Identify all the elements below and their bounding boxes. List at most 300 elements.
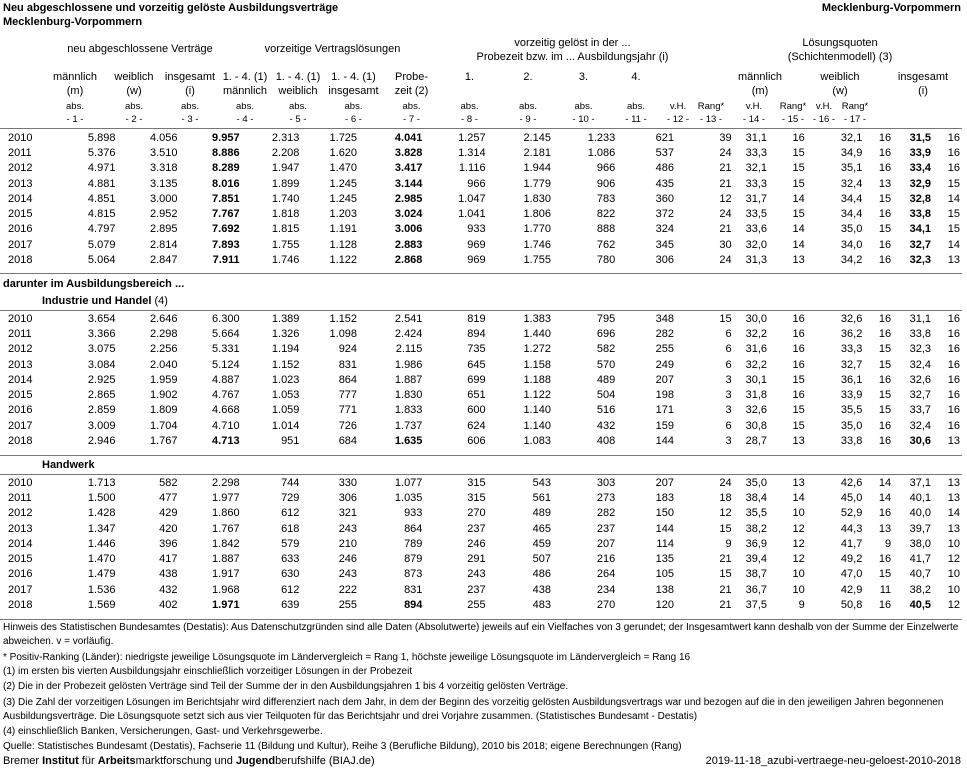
value-cell: 35,5 (840, 404, 863, 417)
value-cell: 1.818 (271, 208, 300, 221)
value-cell: 282 (655, 327, 674, 340)
value-cell: 144 (655, 435, 674, 448)
value-cell: 12 (792, 522, 805, 535)
value-cell: 1.086 (587, 146, 616, 159)
col-head-6-number: - 6 - (345, 114, 362, 125)
value-cell: 32,3 (909, 254, 932, 267)
group-label-industrie: Industrie und Handel (4) (42, 295, 168, 307)
value-cell: 2.985 (394, 192, 423, 205)
value-cell: 1.152 (271, 358, 300, 371)
value-cell: 924 (338, 343, 358, 356)
value-cell: 1.947 (271, 162, 300, 175)
value-cell: 624 (467, 419, 486, 432)
value-cell: 1.158 (523, 358, 551, 371)
value-cell: 6.300 (212, 312, 240, 325)
value-cell: 1.740 (271, 192, 300, 205)
col-head-6-line2: insgesamt (328, 85, 379, 97)
value-cell: 4.797 (87, 223, 116, 236)
value-cell: 2.859 (87, 404, 116, 417)
value-cell: 16 (878, 327, 892, 340)
year-cell: 2011 (8, 491, 32, 504)
value-cell: 36,9 (745, 537, 768, 550)
value-cell: 1.245 (329, 177, 358, 190)
value-cell: 1.902 (149, 389, 178, 402)
value-cell: 3.009 (87, 419, 116, 432)
value-cell: 4.881 (87, 177, 116, 190)
value-cell: 14 (947, 238, 960, 251)
value-cell: 432 (596, 419, 616, 432)
value-cell: 183 (655, 491, 674, 504)
value-cell: 138 (655, 583, 674, 596)
value-cell: 21 (719, 177, 732, 190)
value-cell: 894 (467, 327, 486, 340)
value-cell: 639 (281, 599, 300, 612)
col-head-7-unit: abs. (402, 101, 421, 112)
value-cell: 894 (404, 599, 423, 612)
value-cell: 13 (792, 476, 805, 489)
value-cell: 34,0 (840, 238, 863, 251)
year-cell: 2018 (8, 435, 33, 448)
value-cell: 16 (792, 131, 805, 144)
value-cell: 1.470 (329, 162, 358, 175)
value-cell: 1.140 (523, 419, 551, 432)
value-cell: 1.887 (394, 373, 423, 386)
value-cell: 21 (719, 599, 732, 612)
group-header-rates-b: (Schichtenmodell) (3) (787, 51, 893, 63)
year-cell: 2012 (8, 507, 33, 520)
value-cell: 3 (725, 404, 732, 417)
year-cell: 2014 (8, 373, 33, 386)
value-cell: 1.815 (271, 223, 300, 236)
table-row (0, 372, 962, 387)
value-cell: 645 (467, 358, 486, 371)
year-cell: 2014 (8, 537, 33, 550)
value-cell: 429 (159, 507, 178, 520)
value-cell: 50,8 (840, 599, 863, 612)
value-cell: 1.917 (212, 568, 240, 581)
value-cell: 270 (467, 507, 486, 520)
value-cell: 13 (947, 435, 960, 448)
value-cell: 969 (467, 238, 486, 251)
value-cell: 38,2 (909, 583, 932, 596)
value-cell: 13 (792, 435, 805, 448)
value-cell: 44,3 (840, 522, 863, 535)
value-cell: 49,2 (840, 553, 863, 566)
value-cell: 1.746 (523, 238, 551, 251)
value-cell: 14 (792, 491, 805, 504)
col-head-8-unit: abs. (460, 101, 479, 112)
value-cell: 969 (467, 254, 486, 267)
file-id: 2019-11-18_azubi-vertraege-neu-geloest-2010-2018 (705, 755, 961, 767)
value-cell: 15 (878, 343, 892, 356)
value-cell: 16 (792, 327, 805, 340)
year-cell: 2013 (8, 358, 33, 371)
value-cell: 30,8 (745, 419, 768, 432)
value-cell: 360 (655, 192, 674, 205)
value-cell: 16 (947, 419, 960, 432)
group-header-terminated-in-a: vorzeitig gelöst in der ... (514, 37, 631, 49)
value-cell: 831 (338, 358, 358, 371)
value-cell: 35,0 (840, 419, 863, 432)
value-cell: 1.122 (523, 389, 551, 402)
value-cell: 1.746 (271, 254, 300, 267)
col-head-4-line1: 1. - 4. (1) (222, 71, 268, 83)
value-cell: 696 (596, 327, 616, 340)
value-cell: 1.314 (458, 146, 486, 159)
industrie-end-divider (0, 455, 962, 456)
rates-total-symbol: (i) (918, 85, 928, 97)
table-row (0, 206, 962, 221)
value-cell: 2.895 (149, 223, 178, 236)
col-head-11-unit: abs. (627, 101, 645, 112)
col-head-5-line2: weiblich (278, 85, 318, 97)
value-cell: 348 (655, 312, 674, 325)
value-cell: 34,4 (840, 208, 863, 221)
value-cell: 16 (878, 254, 892, 267)
value-cell: 633 (281, 553, 300, 566)
value-cell: 2.208 (271, 146, 300, 159)
value-cell: 2.298 (149, 327, 178, 340)
value-cell: 33,9 (840, 389, 863, 402)
table-row (0, 342, 962, 357)
value-cell: 12 (719, 192, 732, 205)
value-cell: 35,5 (745, 507, 768, 520)
value-cell: 15 (792, 404, 805, 417)
total-divider (0, 273, 962, 274)
col-head-1-line2: (m) (66, 85, 84, 97)
value-cell: 14 (792, 223, 805, 236)
col-head-10-number: - 10 - (572, 114, 595, 125)
rates-total-label: insgesamt (897, 71, 949, 83)
col-head-15-unit: Rang* (779, 101, 807, 112)
value-cell: 15 (947, 223, 960, 236)
value-cell: 291 (467, 553, 486, 566)
value-cell: 1.152 (329, 312, 358, 325)
value-cell: 14 (792, 238, 805, 251)
value-cell: 1.098 (329, 327, 358, 340)
value-cell: 1.428 (87, 507, 116, 520)
value-cell: 35,0 (840, 223, 863, 236)
value-cell: 612 (281, 583, 300, 596)
value-cell: 2.040 (149, 358, 178, 371)
value-cell: 16 (947, 389, 960, 402)
value-cell: 729 (281, 491, 300, 504)
value-cell: 966 (596, 162, 616, 175)
value-cell: 15 (947, 177, 960, 190)
value-cell: 7.911 (212, 254, 240, 267)
table-row (0, 418, 962, 433)
col-head-1-line1: männlich (52, 71, 98, 83)
year-cell: 2017 (8, 238, 33, 251)
col-head-12-unit: v.H. (669, 101, 687, 112)
value-cell: 822 (596, 208, 616, 221)
col-head-8-number: - 8 - (461, 114, 478, 125)
value-cell: 31,1 (909, 312, 932, 325)
rates-male-symbol: (m) (751, 85, 769, 97)
value-cell: 16 (878, 507, 892, 520)
value-cell: 2.115 (395, 343, 423, 356)
value-cell: 255 (467, 599, 486, 612)
value-cell: 7.692 (212, 223, 240, 236)
value-cell: 16 (792, 389, 805, 402)
value-cell: 933 (404, 507, 423, 520)
value-cell: 14 (792, 192, 805, 205)
col-head-13-number: - 13 - (699, 114, 723, 125)
value-cell: 16 (792, 343, 805, 356)
value-cell: 1.620 (329, 146, 358, 159)
value-cell: 477 (159, 491, 178, 504)
value-cell: 417 (159, 553, 178, 566)
value-cell: 34,2 (840, 254, 863, 267)
col-head-17-number: - 17 - (843, 114, 867, 125)
value-cell: 15 (719, 568, 732, 581)
value-cell: 11 (879, 583, 892, 596)
value-cell: 16 (947, 146, 960, 159)
value-cell: 32,6 (745, 404, 768, 417)
value-cell: 435 (655, 177, 674, 190)
value-cell: 282 (596, 507, 616, 520)
value-cell: 1.140 (523, 404, 551, 417)
value-cell: 1.245 (329, 192, 358, 205)
value-cell: 40,1 (909, 491, 932, 504)
table-row (0, 475, 962, 490)
col-head-13-unit: Rang* (697, 101, 725, 112)
value-cell: 762 (596, 238, 616, 251)
value-cell: 33,3 (840, 343, 863, 356)
value-cell: 15 (878, 389, 892, 402)
year-cell: 2016 (8, 223, 33, 236)
value-cell: 1.053 (271, 389, 300, 402)
value-cell: 270 (596, 599, 616, 612)
table-row (0, 536, 962, 551)
value-cell: 243 (338, 568, 358, 581)
value-cell: 486 (532, 568, 551, 581)
col-head-2-unit: abs. (125, 101, 143, 112)
value-cell: 1.635 (394, 435, 423, 448)
value-cell: 31,7 (745, 192, 768, 205)
value-cell: 9 (885, 537, 892, 550)
group-header-terminated-in-b: Probezeit bzw. im ... Ausbildungsjahr (i) (476, 51, 669, 63)
col-head-10-line1: 3. (578, 71, 589, 83)
value-cell: 32,4 (840, 177, 863, 190)
value-cell: 1.737 (394, 419, 423, 432)
value-cell: 864 (338, 373, 358, 386)
value-cell: 1.440 (523, 327, 551, 340)
value-cell: 5.898 (87, 131, 116, 144)
value-cell: 1.122 (329, 254, 358, 267)
value-cell: 39 (719, 131, 732, 144)
value-cell: 3.144 (394, 177, 423, 190)
value-cell: 16 (947, 312, 960, 325)
value-cell: 222 (338, 583, 358, 596)
value-cell: 735 (467, 343, 486, 356)
value-cell: 15 (878, 358, 892, 371)
value-cell: 12 (792, 537, 805, 550)
col-head-15-number: - 15 - (781, 114, 805, 125)
value-cell: 16 (878, 373, 892, 386)
value-cell: 32,6 (840, 312, 863, 325)
value-cell: 24 (719, 254, 732, 267)
value-cell: 171 (655, 404, 674, 417)
value-cell: 3 (725, 373, 732, 386)
value-cell: 15 (792, 146, 805, 159)
year-cell: 2018 (8, 599, 33, 612)
value-cell: 10 (792, 583, 805, 596)
value-cell: 1.347 (87, 522, 116, 535)
year-cell: 2012 (8, 162, 33, 175)
value-cell: 36,2 (840, 327, 863, 340)
value-cell: 39,4 (745, 553, 768, 566)
col-head-10-unit: abs. (574, 101, 593, 112)
col-head-14-unit: v.H. (745, 101, 763, 112)
value-cell: 1.842 (212, 537, 240, 550)
value-cell: 3.654 (87, 312, 116, 325)
value-cell: 36,7 (745, 583, 768, 596)
value-cell: 31,3 (745, 254, 768, 267)
value-cell: 1.041 (458, 208, 486, 221)
value-cell: 3 (725, 389, 732, 402)
value-cell: 4.710 (212, 419, 240, 432)
value-cell: 255 (338, 599, 358, 612)
value-cell: 1.383 (523, 312, 551, 325)
value-cell: 5.376 (87, 146, 116, 159)
value-cell: 246 (338, 553, 358, 566)
col-head-5-number: - 5 - (289, 114, 307, 125)
value-cell: 24 (719, 476, 732, 489)
value-cell: 2.646 (149, 312, 178, 325)
value-cell: 1.047 (458, 192, 486, 205)
value-cell: 15 (947, 208, 960, 221)
value-cell: 41,7 (840, 537, 863, 550)
value-cell: 486 (655, 162, 674, 175)
value-cell: 16 (878, 208, 892, 221)
year-cell: 2015 (8, 208, 33, 221)
year-cell: 2018 (8, 254, 33, 267)
value-cell: 1.128 (329, 238, 358, 251)
value-cell: 35,0 (745, 476, 768, 489)
footnote-3: (3) Die Zahl der vorzeitigen Lösungen im Berichtsjahr wird differenziert nach dem Jahr, in dem der Beginn des vorzeitig gelösten Ausbildungsvertrags war und bezogen auf die in den jeweiligen Jahren begonnenen Ausbildungsverträge. Die Lösungsquote setzt sich aus vier Teilquoten für das Berichtsjahr und drei Vorjahre zusammen. (Statistisches Bundesamt - Destatis) (3, 697, 944, 722)
value-cell: 3.000 (149, 192, 178, 205)
value-cell: 1.770 (523, 223, 551, 236)
value-cell: 18 (719, 491, 732, 504)
value-cell: 264 (596, 568, 616, 581)
value-cell: 306 (655, 254, 674, 267)
value-cell: 4.668 (212, 404, 240, 417)
value-cell: 144 (655, 522, 674, 535)
value-cell: 1.830 (394, 389, 423, 402)
value-cell: 612 (281, 507, 300, 520)
col-head-3-line2: (i) (185, 85, 195, 97)
year-cell: 2010 (8, 312, 33, 325)
col-head-1-number: - 1 - (66, 114, 84, 125)
value-cell: 621 (655, 131, 674, 144)
rates-female-symbol: (w) (832, 85, 848, 97)
value-cell: 2.181 (523, 146, 551, 159)
value-cell: 1.233 (587, 131, 616, 144)
value-cell: 32,7 (909, 238, 932, 251)
table-row (0, 551, 962, 566)
value-cell: 1.977 (212, 491, 240, 504)
value-cell: 33,8 (909, 327, 932, 340)
value-cell: 21 (719, 553, 732, 566)
value-cell: 32,1 (745, 162, 768, 175)
value-cell: 249 (655, 358, 674, 371)
value-cell: 6 (725, 343, 732, 356)
value-cell: 32,0 (745, 238, 768, 251)
value-cell: 16 (878, 599, 892, 612)
col-head-7-line1: Probe- (394, 71, 429, 83)
value-cell: 3.024 (394, 208, 423, 221)
value-cell: 42,9 (840, 583, 863, 596)
value-cell: 6 (725, 358, 732, 371)
value-cell: 13 (947, 476, 960, 489)
value-cell: 396 (159, 537, 178, 550)
value-cell: 16 (878, 131, 892, 144)
value-cell: 33,9 (909, 146, 932, 159)
value-cell: 33,3 (745, 177, 768, 190)
col-head-6-line1: 1. - 4. (1) (331, 71, 376, 83)
table-row (0, 433, 962, 448)
value-cell: 1.014 (271, 419, 300, 432)
value-cell: 34,4 (840, 192, 863, 205)
value-cell: 47,0 (840, 568, 863, 581)
value-cell: 13 (792, 254, 805, 267)
col-head-2-line2: (w) (126, 85, 142, 97)
value-cell: 33,3 (745, 146, 768, 159)
value-cell: 9 (725, 537, 732, 550)
value-cell: 1.887 (212, 553, 240, 566)
table-row (0, 490, 962, 505)
value-cell: 52,9 (840, 507, 863, 520)
col-head-4-number: - 4 - (236, 114, 254, 125)
value-cell: 3.084 (87, 358, 116, 371)
value-cell: 16 (878, 162, 892, 175)
value-cell: 579 (281, 537, 300, 550)
col-head-2-line1: weiblich (114, 71, 154, 83)
value-cell: 1.755 (523, 254, 551, 267)
value-cell: 37,5 (745, 599, 768, 612)
value-cell: 237 (467, 583, 486, 596)
value-cell: 4.815 (87, 208, 116, 221)
value-cell: 33,8 (909, 208, 932, 221)
value-cell: 255 (655, 343, 674, 356)
value-cell: 237 (467, 522, 486, 535)
table-row (0, 311, 962, 326)
value-cell: 582 (159, 476, 178, 489)
value-cell: 1.023 (271, 373, 300, 386)
value-cell: 507 (532, 553, 551, 566)
value-cell: 1.569 (87, 599, 116, 612)
footnote-2: (2) Die in der Probezeit gelösten Verträge sind Teil der Summe der in den Ausbildungsjahren 1 bis 4 vorzeitig gelösten Verträge. (3, 681, 569, 692)
value-cell: 3 (725, 435, 732, 448)
value-cell: 4.713 (212, 435, 240, 448)
value-cell: 888 (596, 223, 616, 236)
value-cell: 16 (878, 238, 892, 251)
table-industrie (0, 311, 962, 449)
value-cell: 15 (878, 192, 892, 205)
value-cell: 780 (596, 254, 616, 267)
value-cell: 31,6 (745, 343, 768, 356)
value-cell: 543 (532, 476, 551, 489)
table-row (0, 191, 962, 206)
value-cell: 1.833 (394, 404, 423, 417)
value-cell: 2.868 (394, 254, 423, 267)
value-cell: 489 (596, 373, 616, 386)
value-cell: 40,7 (909, 568, 932, 581)
table-row (0, 176, 962, 191)
table-row (0, 222, 962, 237)
value-cell: 1.326 (271, 327, 300, 340)
